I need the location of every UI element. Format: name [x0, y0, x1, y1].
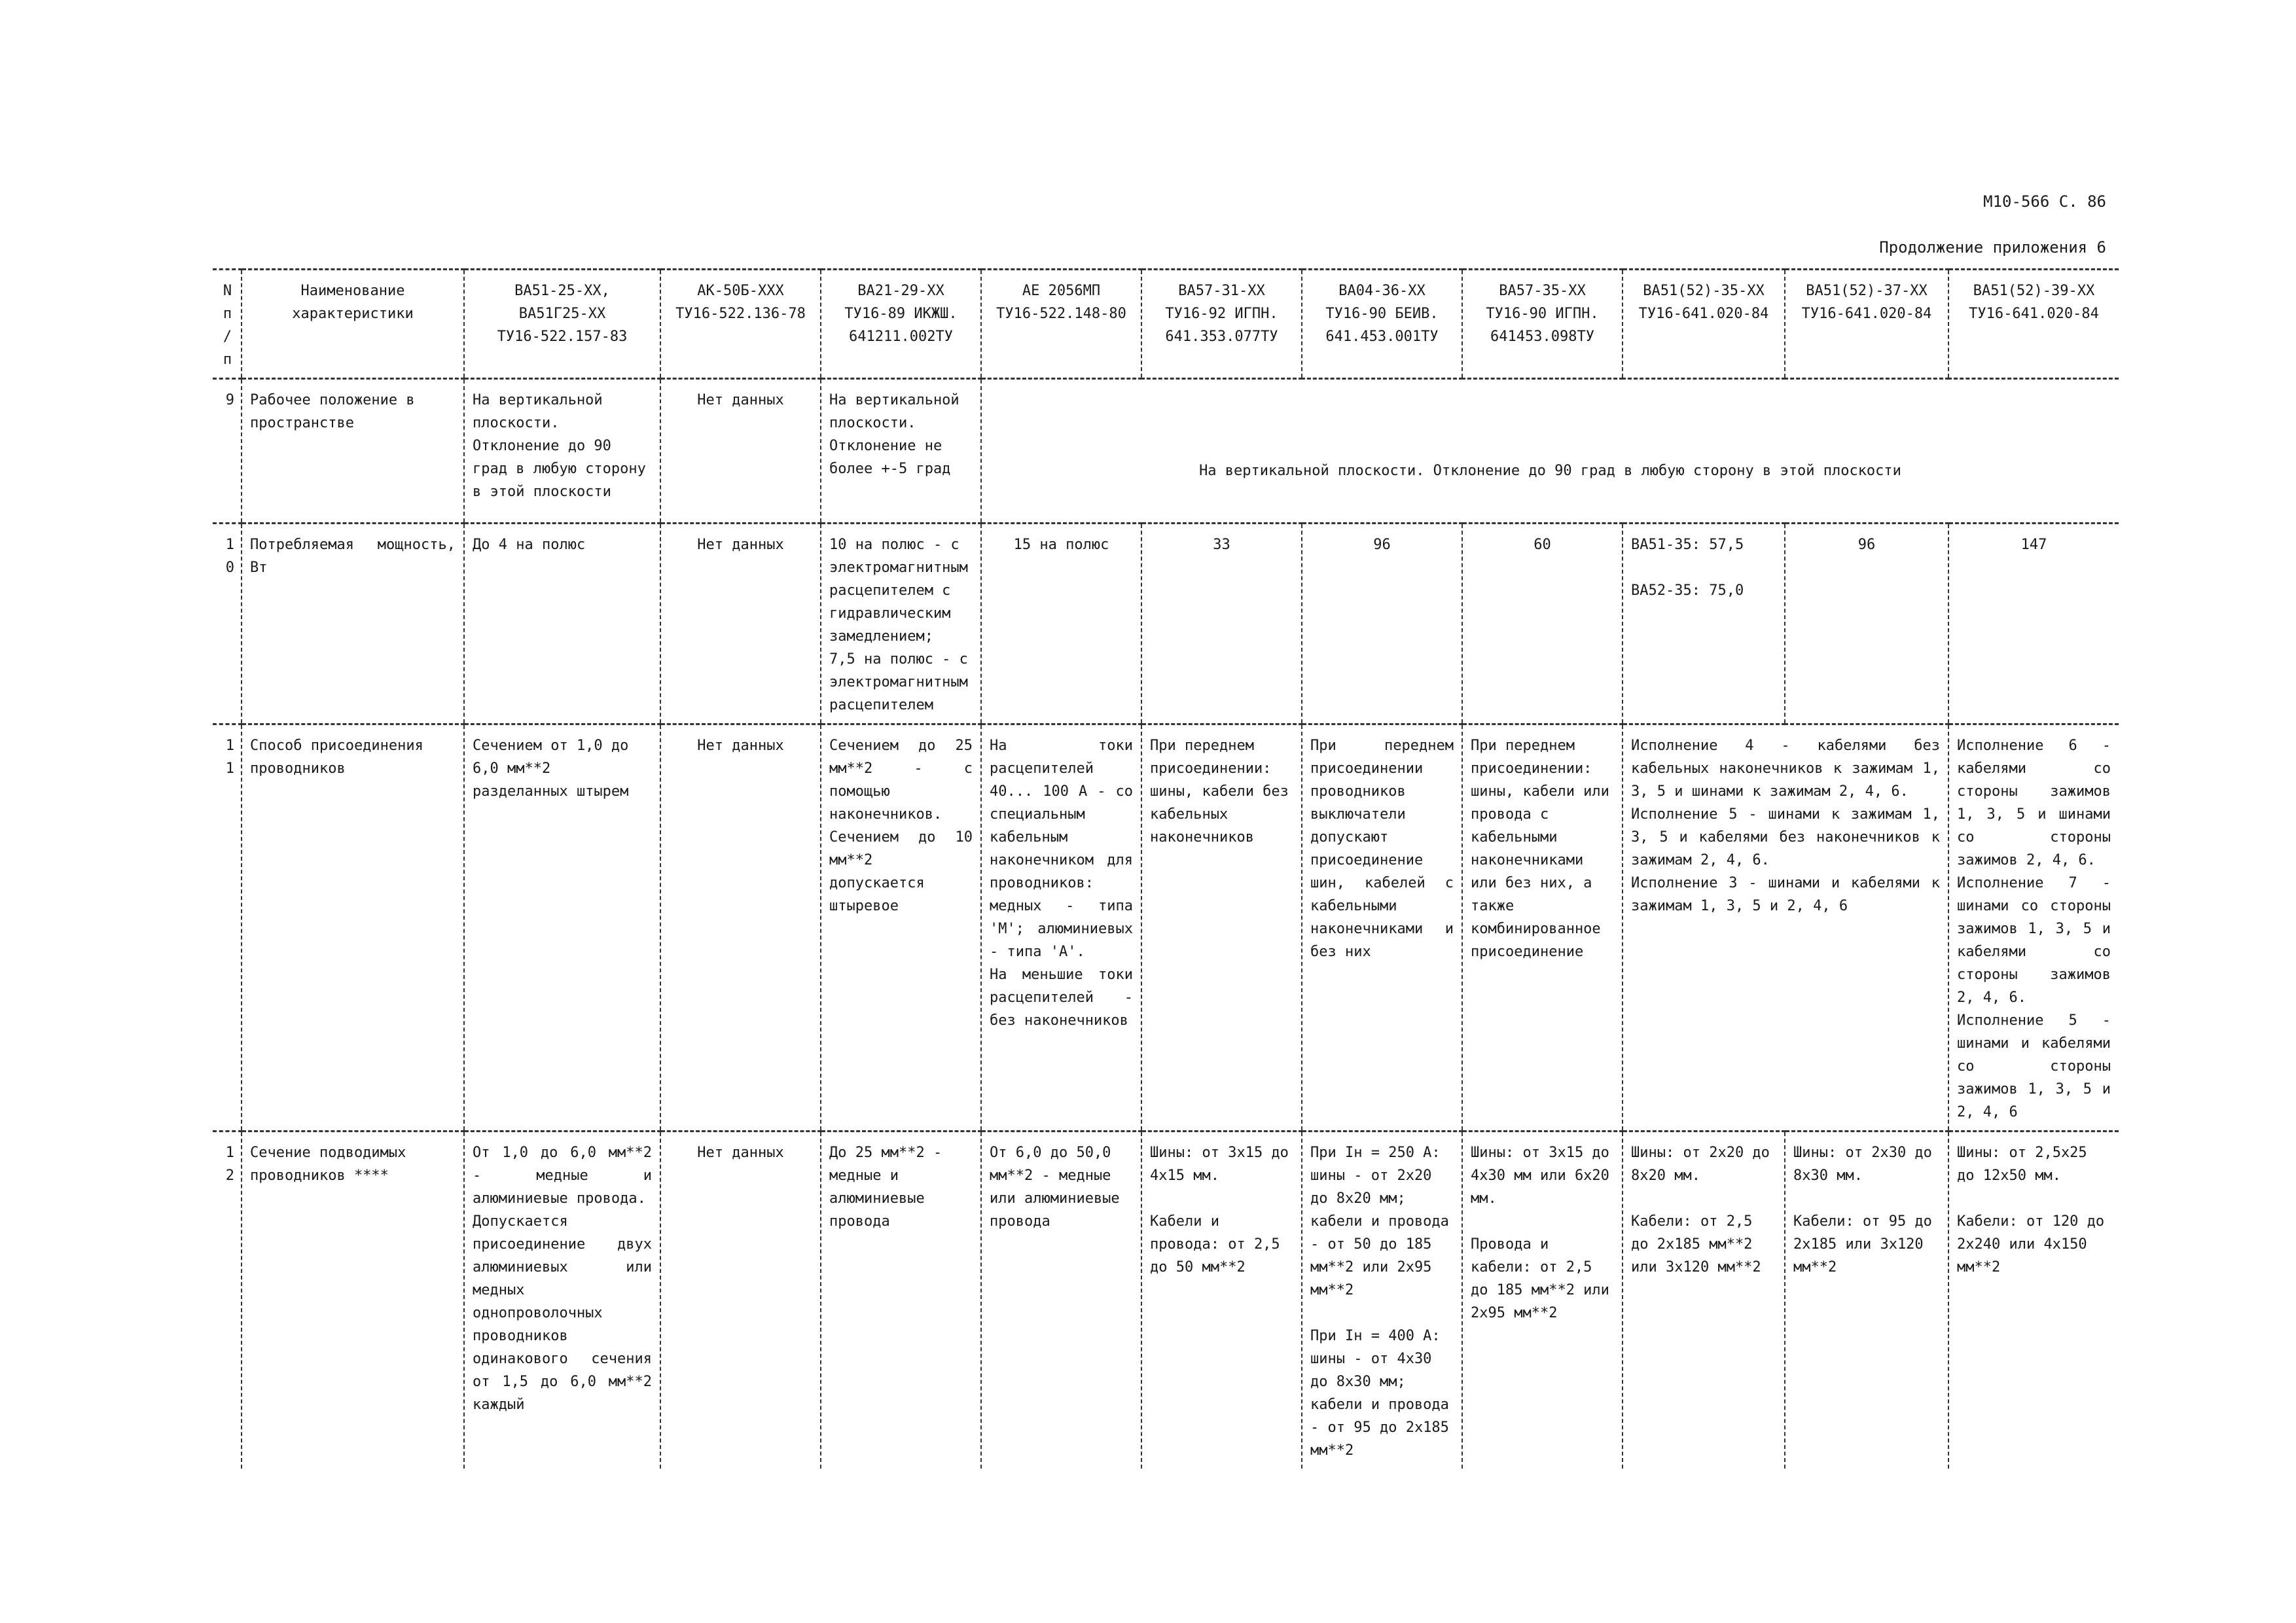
table-row [213, 379, 2119, 524]
table-cell: Шины: от 2,5х25 до 12х50 мм. Кабели: от 120 до 2х240 или 4х150 мм**2 [1948, 1132, 2119, 1469]
table-cell: При Iн = 250 А: шины - от 2х20 до 8х20 мм; кабели и провода - от 50 до 185 мм**2 или 2х95 мм**2 При Iн = 400 А: шины - от 4х30 до 8х30 мм; кабели и провода - от 95 до 2х185 мм**2 [1302, 1132, 1462, 1469]
page-code: М10-566 С. 86 [1983, 192, 2106, 211]
table-cell: До 4 на полюс [464, 524, 660, 724]
table-cell: Нет данных [660, 379, 821, 524]
header-characteristic: Наименование характеристики [242, 270, 464, 379]
table-cell: Шины: от 2х20 до 8х20 мм. Кабели: от 2,5 до 2х185 мм**2 или 3х120 мм**2 [1623, 1132, 1785, 1469]
row-number: 12 [213, 1132, 242, 1469]
table-cell: На вертикальной плоскости. Отклонение не более +-5 град [821, 379, 981, 524]
table-cell: На вертикальной плоскости. Отклонение до 90 град в любую сторону в этой плоскости [464, 379, 660, 524]
header-model: ВА51(52)-37-ХХ ТУ16-641.020-84 [1785, 270, 1948, 379]
table-cell: При переднем присоединении: шины, кабели или провода с кабельными наконечниками или без них, а также комбинированное присоединение [1462, 724, 1623, 1132]
table-cell: Исполнение 6 - кабелями со стороны зажимов 1, 3, 5 и шинами со стороны зажимов 2, 4, 6. Исполнение 7 - шинами со стороны зажимов 1, 3, 5 и кабелями со стороны зажимов 2, 4, 6. Исполнение 5 - шинами и кабелями со стороны зажимов 1, 3, 5 и 2, 4, 6 [1948, 724, 2119, 1132]
table-cell: 10 на полюс - с электромагнитным расцепителем с гидравлическим замедлением; 7,5 на полюс - с электромагнитным расцепителем [821, 524, 981, 724]
continuation-caption: Продолжение приложения 6 [1879, 238, 2106, 257]
row-number: 10 [213, 524, 242, 724]
header-model: ВА51-25-ХХ, ВА51Г25-ХХ ТУ16-522.157-83 [464, 270, 660, 379]
merged-cell: Исполнение 4 - кабелями без кабельных наконечников к зажимам 1, 3, 5 и шинами к зажимам 2, 4, 6. Исполнение 5 - шинами к зажимам 1, 3, 5 и кабелями без наконечников к зажимам 2, 4, 6. Исполнение 3 - шинами и кабелями к зажимам 1, 3, 5 и 2, 4, 6 [1623, 724, 1948, 1132]
table-cell: От 1,0 до 6,0 мм**2 - медные и алюминиевые провода. Допускается присоединение двух алюминиевых или медных однопроволочных проводников одинакового сечения от 1,5 до 6,0 мм**2 каждый [464, 1132, 660, 1469]
table-cell: Нет данных [660, 724, 821, 1132]
table-cell: 96 [1302, 524, 1462, 724]
header-model: ВА51(52)-39-ХХ ТУ16-641.020-84 [1948, 270, 2119, 379]
header-model: ВА04-36-ХХ ТУ16-90 БЕИВ. 641.453.001ТУ [1302, 270, 1462, 379]
table-cell: Шины: от 3х15 до 4х30 мм или 6х20 мм. Провода и кабели: от 2,5 до 185 мм**2 или 2х95 мм**2 [1462, 1132, 1623, 1469]
row-characteristic: Потребляемая мощность, Вт [242, 524, 464, 724]
table-row [213, 524, 2119, 724]
table-row [213, 1132, 2119, 1469]
table-cell: 33 [1141, 524, 1302, 724]
table-header-row [213, 270, 2119, 379]
row-characteristic: Рабочее положение в пространстве [242, 379, 464, 524]
table-cell: От 6,0 до 50,0 мм**2 - медные или алюминиевые провода [981, 1132, 1141, 1469]
table-row [213, 724, 2119, 1132]
table-cell: 147 [1948, 524, 2119, 724]
table-cell: Сечением до 25 мм**2 - с помощью наконечников. Сечением до 10 мм**2 допускается штыревое [821, 724, 981, 1132]
header-model: ВА57-35-ХХ ТУ16-90 ИГПН. 641453.098ТУ [1462, 270, 1623, 379]
table-cell: Нет данных [660, 1132, 821, 1469]
header-model: АК-50Б-ХХХ ТУ16-522.136-78 [660, 270, 821, 379]
table-cell: Сечением от 1,0 до 6,0 мм**2 разделанных штырем [464, 724, 660, 1132]
table-cell: При переднем присоединении проводников выключатели допускают присоединение шин, кабелей с кабельными наконечниками и без них [1302, 724, 1462, 1132]
table-cell: 15 на полюс [981, 524, 1141, 724]
merged-cell: На вертикальной плоскости. Отклонение до 90 град в любую сторону в этой плоскости [981, 379, 2119, 524]
table-cell: Шины: от 2х30 до 8х30 мм. Кабели: от 95 до 2х185 или 3х120 мм**2 [1785, 1132, 1948, 1469]
characteristics-table [213, 268, 2119, 1469]
row-number: 11 [213, 724, 242, 1132]
row-number: 9 [213, 379, 242, 524]
header-model: АЕ 2056МП ТУ16-522.148-80 [981, 270, 1141, 379]
row-characteristic: Способ присоединения проводников [242, 724, 464, 1132]
row-characteristic: Сечение подводимых проводников **** [242, 1132, 464, 1469]
table-cell: При переднем присоединении: шины, кабели без кабельных наконечников [1141, 724, 1302, 1132]
table-cell: До 25 мм**2 - медные и алюминиевые провода [821, 1132, 981, 1469]
header-model: ВА57-31-ХХ ТУ16-92 ИГПН. 641.353.077ТУ [1141, 270, 1302, 379]
table-cell: Нет данных [660, 524, 821, 724]
header-num: N п/п [213, 270, 242, 379]
table-cell: Шины: от 3х15 до 4х15 мм. Кабели и провода: от 2,5 до 50 мм**2 [1141, 1132, 1302, 1469]
table-cell: 60 [1462, 524, 1623, 724]
table-cell: На токи расцепителей 40... 100 А - со специальным кабельным наконечником для проводников: медных - типа 'М'; алюминиевых - типа 'А'. На меньшие токи расцепителей - без наконечников [981, 724, 1141, 1132]
header-model: ВА51(52)-35-ХХ ТУ16-641.020-84 [1623, 270, 1785, 379]
table-cell: 96 [1785, 524, 1948, 724]
header-model: ВА21-29-ХХ ТУ16-89 ИКЖШ. 641211.002ТУ [821, 270, 981, 379]
table-cell: ВА51-35: 57,5 ВА52-35: 75,0 [1623, 524, 1785, 724]
